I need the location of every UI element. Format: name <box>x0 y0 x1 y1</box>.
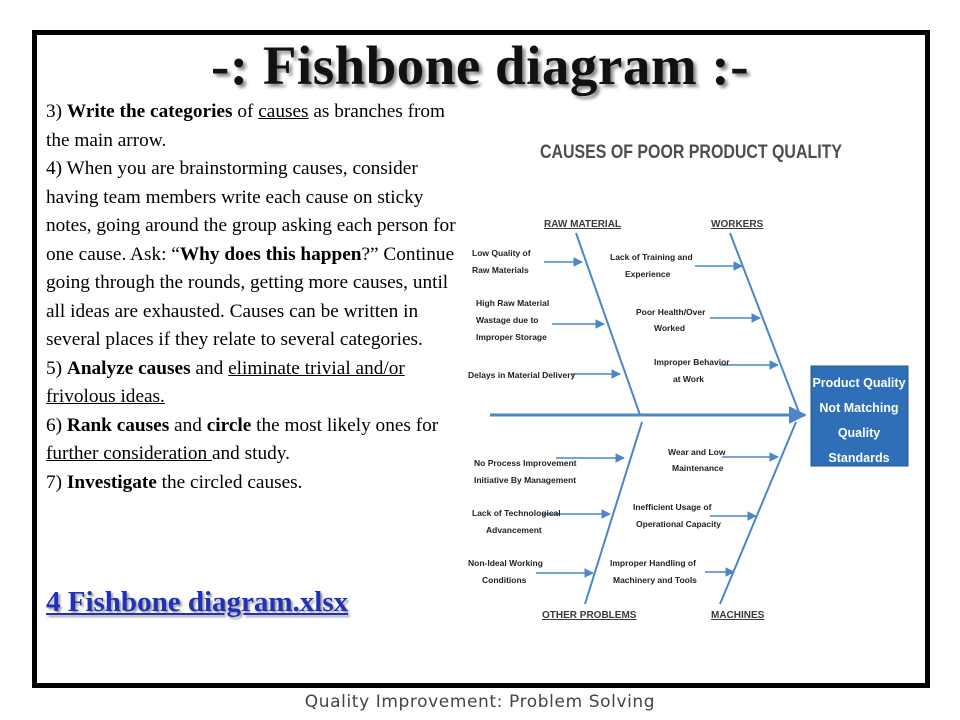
cause-other-2-line-2: Advancement <box>486 525 542 535</box>
step-6-text-mid: the most likely ones for <box>251 414 439 436</box>
cause-machines-2-line-1: Inefficient Usage of <box>633 502 712 512</box>
cause-raw-2-line-1: High Raw Material <box>476 298 550 308</box>
slide-title: -: Fishbone diagram :- <box>210 35 750 96</box>
category-machines: MACHINES <box>711 610 765 621</box>
step-5-underlined: eliminate trivial and/or frivolous ideas. <box>46 357 405 407</box>
cause-machines-3 <box>610 558 698 585</box>
cause-workers-2-line-2: Worked <box>654 323 686 333</box>
fishbone-diagram <box>460 126 920 626</box>
cause-workers-3-line-2: at Work <box>673 374 705 384</box>
cause-machines-3-line-1: Improper Handling of <box>610 558 696 568</box>
effect-line-3: Quality <box>837 426 881 440</box>
bone-workers <box>730 233 800 415</box>
step-5-bold: Analyze causes <box>66 357 191 379</box>
cause-workers-3-line-1: Improper Behavior <box>654 357 730 367</box>
fishbone-xlsx-link[interactable]: 4 Fishbone diagram.xlsx <box>46 586 349 618</box>
step-5-number: 5) <box>46 357 67 379</box>
slide-footer: Quality Improvement: Problem Solving <box>304 692 656 712</box>
step-3-underlined: causes <box>258 101 309 122</box>
step-5 <box>46 355 458 412</box>
step-7-number: 7) <box>46 471 67 493</box>
step-3-number: 3) <box>46 101 67 122</box>
cause-workers-3 <box>654 357 732 384</box>
step-6 <box>46 412 458 469</box>
step-6-underlined: further consideration <box>46 443 212 464</box>
cause-workers-2 <box>636 307 708 333</box>
cause-machines-3-line-2: Machinery and Tools <box>613 575 697 585</box>
cause-raw-3 <box>468 370 576 380</box>
step-7 <box>46 469 458 498</box>
effect-line-4: Standards <box>828 451 890 465</box>
diagram-title: CAUSES OF POOR PRODUCT QUALITY <box>540 142 843 163</box>
cause-other-1-line-2: Initiative By Management <box>474 475 577 485</box>
step-4-text-end: ?” Continue going through the rounds, getting more causes, until all ideas are exhausted. Causes can be written in several places if they relate to several categories. <box>46 243 455 350</box>
cause-raw-3-line-1: Delays in Material Delivery <box>468 370 576 380</box>
cause-machines-2-line-2: Operational Capacity <box>636 519 722 529</box>
cause-workers-1-line-1: Lack of Training and <box>610 252 693 262</box>
cause-raw-1-line-2: Raw Materials <box>472 265 529 275</box>
category-raw-material: RAW MATERIAL <box>544 219 622 230</box>
step-5-text: and <box>190 357 229 379</box>
cause-raw-2 <box>476 298 552 342</box>
category-other-problems: OTHER PROBLEMS <box>542 610 637 621</box>
bone-machines <box>720 422 796 604</box>
category-workers: WORKERS <box>711 219 764 230</box>
cause-raw-2-line-3: Improper Storage <box>476 332 547 342</box>
cause-other-1-line-1: No Process Improvement <box>474 458 577 468</box>
step-4 <box>46 155 458 355</box>
cause-other-1 <box>474 458 579 485</box>
cause-other-2 <box>472 508 563 535</box>
step-6-bold-circle: circle <box>206 414 252 436</box>
cause-machines-2 <box>633 502 721 529</box>
step-7-bold: Investigate <box>66 471 157 493</box>
effect-line-2: Not Matching <box>819 401 899 415</box>
cause-machines-1-line-1: Wear and Low <box>668 447 726 457</box>
cause-machines-1-line-2: Maintenance <box>672 463 724 473</box>
step-3-text: of <box>232 101 259 122</box>
cause-workers-2-line-1: Poor Health/Over <box>636 307 706 317</box>
cause-raw-1 <box>472 248 533 275</box>
cause-other-2-line-1: Lack of Technological <box>472 508 561 518</box>
step-4-text: 4) When you are brainstorming causes, consider having team members write each cause on sticky notes, going around the group asking each person for one cause. Ask: “ <box>46 158 456 265</box>
step-3-bold: Write the categories <box>66 101 233 122</box>
step-7-text: the circled causes. <box>156 471 303 493</box>
cause-other-3 <box>468 558 545 585</box>
step-3 <box>46 98 458 155</box>
step-6-text: and <box>169 414 207 436</box>
step-4-bold: Why does this happen <box>179 243 362 265</box>
step-6-bold-rank: Rank causes <box>66 414 170 436</box>
cause-workers-1 <box>610 252 695 279</box>
step-6-number: 6) <box>46 414 67 436</box>
effect-line-1: Product Quality <box>812 376 906 390</box>
step-6-text-end: and study. <box>211 443 290 464</box>
cause-raw-1-line-1: Low Quality of <box>472 248 531 258</box>
cause-raw-2-line-2: Wastage due to <box>476 315 539 325</box>
step-3-text-end: as branches from the main arrow. <box>46 101 446 151</box>
cause-other-3-line-1: Non-Ideal Working <box>468 558 543 568</box>
cause-other-3-line-2: Conditions <box>482 575 527 585</box>
cause-workers-1-line-2: Experience <box>625 269 671 279</box>
cause-machines-1 <box>668 447 728 473</box>
instructions-text <box>46 98 458 497</box>
